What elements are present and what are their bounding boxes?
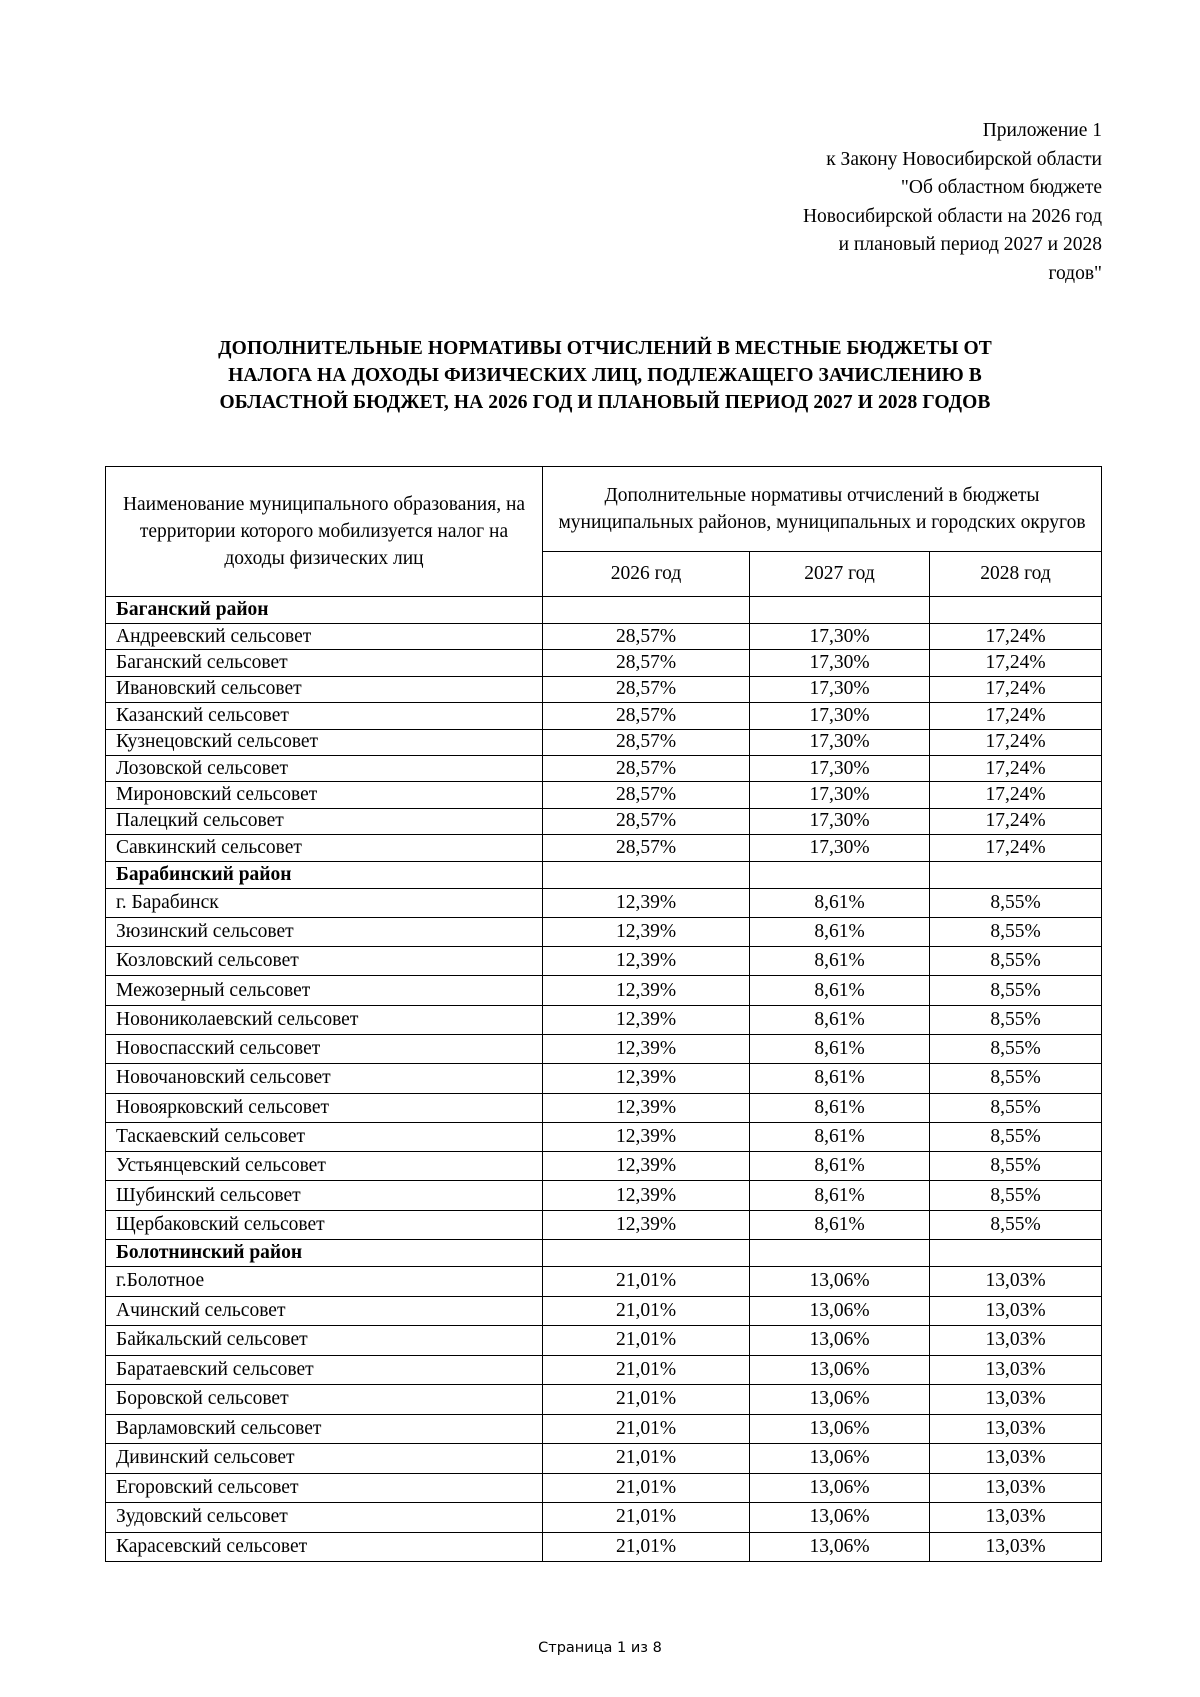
table-row [106,1414,1102,1444]
district-row [106,1240,1102,1267]
municipality-name: Андреевский сельсовет [106,624,543,650]
norm-value-2028: 13,03% [930,1473,1102,1503]
norm-value-2027: 8,61% [750,888,930,917]
norm-value-2026: 28,57% [543,835,750,861]
norm-value-2027: 13,06% [750,1296,930,1326]
norm-value-2028: 8,55% [930,1152,1102,1181]
norm-value-2026: 28,57% [543,703,750,729]
table-row [106,1444,1102,1474]
municipality-name: Зюзинский сельсовет [106,917,543,946]
norm-value-2026: 28,57% [543,755,750,781]
title-line: ДОПОЛНИТЕЛЬНЫЕ НОРМАТИВЫ ОТЧИСЛЕНИЙ В МЕСТНЫЕ БЮДЖЕТЫ ОТ [218,338,992,359]
empty-cell [930,1240,1102,1267]
municipality-name: Устьянцевский сельсовет [106,1152,543,1181]
header-year-2028: 2028 год [930,552,1102,597]
norm-value-2028: 8,55% [930,888,1102,917]
municipality-name: Казанский сельсовет [106,703,543,729]
norm-value-2027: 13,06% [750,1532,930,1562]
norm-value-2028: 17,24% [930,729,1102,755]
empty-cell [930,597,1102,624]
municipality-name: Новочановский сельсовет [106,1064,543,1093]
header-municipality: Наименование муниципального образования, на территории которого мобилизуется налог на доходы физических лиц [106,467,543,597]
norm-value-2026: 21,01% [543,1473,750,1503]
norm-value-2028: 8,55% [930,1064,1102,1093]
norm-value-2027: 8,61% [750,1035,930,1064]
appendix-line: Новосибирской области на 2026 год [802,205,1102,227]
header-norms-group: Дополнительные нормативы отчислений в бюджеты муниципальных районов, муниципальных и городских округов [543,467,1102,552]
title-line: ОБЛАСТНОЙ БЮДЖЕТ, НА 2026 ГОД И ПЛАНОВЫЙ ПЕРИОД 2027 И 2028 ГОДОВ [219,392,991,413]
norm-value-2028: 17,24% [930,650,1102,676]
norm-value-2027: 17,30% [750,755,930,781]
norm-value-2028: 13,03% [930,1355,1102,1385]
empty-cell [750,1240,930,1267]
norm-value-2028: 8,55% [930,1210,1102,1239]
norm-value-2027: 13,06% [750,1326,930,1356]
municipality-name: Ачинский сельсовет [106,1296,543,1326]
norm-value-2026: 21,01% [543,1326,750,1356]
norm-value-2026: 12,39% [543,947,750,976]
norm-value-2027: 8,61% [750,1093,930,1122]
municipality-name: г.Болотное [106,1267,543,1297]
table-row [106,676,1102,702]
norm-value-2026: 28,57% [543,650,750,676]
municipality-name: Новоярковский сельсовет [106,1093,543,1122]
norm-value-2027: 13,06% [750,1267,930,1297]
empty-cell [543,861,750,888]
table-row [106,808,1102,834]
table-row [106,917,1102,946]
norm-value-2028: 8,55% [930,1093,1102,1122]
norm-value-2026: 12,39% [543,1122,750,1151]
norm-value-2027: 8,61% [750,1064,930,1093]
norm-value-2028: 17,24% [930,624,1102,650]
municipality-name: Дивинский сельсовет [106,1444,543,1474]
empty-cell [543,597,750,624]
table-row [106,1035,1102,1064]
table-row [106,835,1102,861]
municipality-name: Щербаковский сельсовет [106,1210,543,1239]
district-row [106,861,1102,888]
norm-value-2026: 12,39% [543,888,750,917]
municipality-name: Зудовский сельсовет [106,1503,543,1533]
municipality-name: г. Барабинск [106,888,543,917]
empty-cell [750,597,930,624]
municipality-name: Новониколаевский сельсовет [106,1005,543,1034]
norm-value-2026: 21,01% [543,1503,750,1533]
table-body [106,597,1102,1562]
norm-value-2026: 12,39% [543,976,750,1005]
norm-value-2028: 8,55% [930,1005,1102,1034]
norm-value-2026: 21,01% [543,1444,750,1474]
municipality-name: Баратаевский сельсовет [106,1355,543,1385]
table-row [106,1267,1102,1297]
norm-value-2026: 12,39% [543,1035,750,1064]
norm-value-2028: 8,55% [930,976,1102,1005]
norm-value-2026: 21,01% [543,1532,750,1562]
table-row [106,1385,1102,1415]
norm-value-2027: 13,06% [750,1414,930,1444]
norm-value-2026: 12,39% [543,1064,750,1093]
norm-value-2027: 17,30% [750,650,930,676]
table-row [106,976,1102,1005]
norm-value-2028: 13,03% [930,1385,1102,1415]
table-row [106,1296,1102,1326]
table-row [106,782,1102,808]
norm-value-2026: 28,57% [543,676,750,702]
table-row [106,624,1102,650]
table-row [106,1005,1102,1034]
norm-value-2027: 17,30% [750,835,930,861]
district-row [106,597,1102,624]
table-row [106,1532,1102,1562]
norm-value-2028: 13,03% [930,1532,1102,1562]
norm-value-2026: 28,57% [543,624,750,650]
municipality-name: Боровской сельсовет [106,1385,543,1415]
table-row [106,1326,1102,1356]
norm-value-2026: 21,01% [543,1296,750,1326]
table-row [106,1093,1102,1122]
table-row [106,1152,1102,1181]
table-row [106,703,1102,729]
norm-value-2026: 12,39% [543,1005,750,1034]
municipality-name: Ивановский сельсовет [106,676,543,702]
municipality-name: Шубинский сельсовет [106,1181,543,1210]
norm-value-2027: 17,30% [750,703,930,729]
table-row [106,1181,1102,1210]
document-title [105,335,1105,416]
norm-value-2027: 17,30% [750,624,930,650]
municipality-name: Козловский сельсовет [106,947,543,976]
municipality-name: Новоспасский сельсовет [106,1035,543,1064]
municipality-name: Таскаевский сельсовет [106,1122,543,1151]
norm-value-2026: 12,39% [543,1093,750,1122]
norm-value-2026: 28,57% [543,729,750,755]
norm-value-2028: 17,24% [930,808,1102,834]
norm-value-2028: 8,55% [930,1122,1102,1151]
district-name: Барабинский район [106,861,543,888]
appendix-line: и плановый период 2027 и 2028 [838,234,1102,256]
norm-value-2027: 13,06% [750,1473,930,1503]
norm-value-2026: 28,57% [543,808,750,834]
district-name: Болотнинский район [106,1240,543,1267]
appendix-line: годов" [1048,262,1102,284]
empty-cell [930,861,1102,888]
municipality-name: Межозерный сельсовет [106,976,543,1005]
table-row [106,947,1102,976]
municipality-name: Егоровский сельсовет [106,1473,543,1503]
municipality-name: Лозовской сельсовет [106,755,543,781]
norm-value-2028: 13,03% [930,1326,1102,1356]
norm-value-2027: 8,61% [750,947,930,976]
header-year-2027: 2027 год [750,552,930,597]
norm-value-2026: 12,39% [543,1152,750,1181]
municipality-name: Кузнецовский сельсовет [106,729,543,755]
table-row [106,729,1102,755]
norms-table [105,466,1102,1562]
norm-value-2027: 8,61% [750,1005,930,1034]
municipality-name: Палецкий сельсовет [106,808,543,834]
appendix-line: Приложение 1 [982,120,1102,141]
norm-value-2027: 13,06% [750,1444,930,1474]
municipality-name: Савкинский сельсовет [106,835,543,861]
norm-value-2026: 21,01% [543,1385,750,1415]
norm-value-2027: 17,30% [750,808,930,834]
norm-value-2028: 17,24% [930,835,1102,861]
norm-value-2027: 13,06% [750,1355,930,1385]
norm-value-2027: 8,61% [750,1181,930,1210]
norm-value-2028: 8,55% [930,1181,1102,1210]
page-number: Страница 1 из 8 [538,1640,662,1656]
norm-value-2028: 17,24% [930,782,1102,808]
norm-value-2026: 12,39% [543,1181,750,1210]
norm-value-2026: 21,01% [543,1414,750,1444]
table-row [106,755,1102,781]
table-row [106,1064,1102,1093]
norm-value-2026: 12,39% [543,1210,750,1239]
norm-value-2027: 8,61% [750,1152,930,1181]
norm-value-2028: 17,24% [930,755,1102,781]
table-header [106,467,1102,597]
norm-value-2027: 13,06% [750,1503,930,1533]
table-row [106,1503,1102,1533]
norm-value-2027: 8,61% [750,917,930,946]
table-row [106,650,1102,676]
title-line: НАЛОГА НА ДОХОДЫ ФИЗИЧЕСКИХ ЛИЦ, ПОДЛЕЖАЩЕГО ЗАЧИСЛЕНИЮ В [228,365,982,386]
appendix-line: к Закону Новосибирской области [826,148,1102,170]
header-year-2026: 2026 год [543,552,750,597]
norm-value-2027: 8,61% [750,1210,930,1239]
norm-value-2028: 13,03% [930,1296,1102,1326]
norm-value-2028: 8,55% [930,917,1102,946]
municipality-name: Баганский сельсовет [106,650,543,676]
table-row [106,1122,1102,1151]
norm-value-2028: 13,03% [930,1503,1102,1533]
norm-value-2026: 28,57% [543,782,750,808]
norm-value-2026: 12,39% [543,917,750,946]
norm-value-2028: 8,55% [930,947,1102,976]
empty-cell [543,1240,750,1267]
norm-value-2027: 8,61% [750,976,930,1005]
appendix-line: "Об областном бюджете [900,177,1102,199]
norm-value-2028: 13,03% [930,1267,1102,1297]
norm-value-2026: 21,01% [543,1355,750,1385]
municipality-name: Варламовский сельсовет [106,1414,543,1444]
appendix-note [542,117,1102,289]
district-name: Баганский район [106,597,543,624]
norm-value-2027: 13,06% [750,1385,930,1415]
municipality-name: Мироновский сельсовет [106,782,543,808]
table-row [106,888,1102,917]
municipality-name: Байкальский сельсовет [106,1326,543,1356]
norm-value-2027: 17,30% [750,782,930,808]
norm-value-2027: 8,61% [750,1122,930,1151]
norm-value-2027: 17,30% [750,676,930,702]
table-row [106,1355,1102,1385]
empty-cell [750,861,930,888]
norm-value-2026: 21,01% [543,1267,750,1297]
norm-value-2028: 13,03% [930,1444,1102,1474]
norm-value-2028: 17,24% [930,676,1102,702]
norm-value-2027: 17,30% [750,729,930,755]
municipality-name: Карасевский сельсовет [106,1532,543,1562]
table-row [106,1210,1102,1239]
norm-value-2028: 13,03% [930,1414,1102,1444]
norm-value-2028: 8,55% [930,1035,1102,1064]
norm-value-2028: 17,24% [930,703,1102,729]
table-row [106,1473,1102,1503]
